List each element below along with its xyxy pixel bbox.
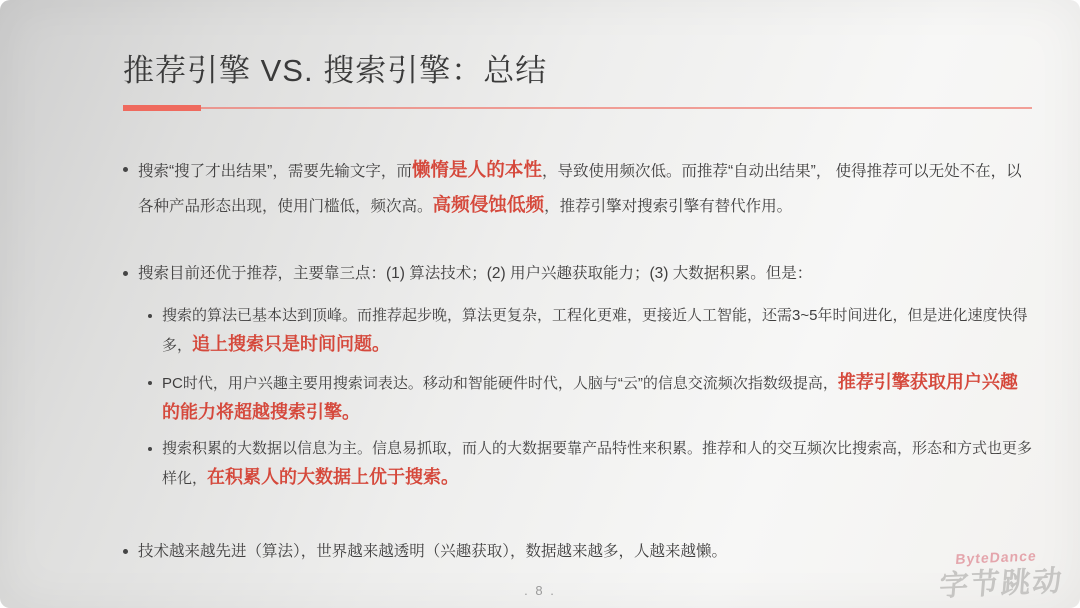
bullet-dot: [123, 271, 128, 276]
bullet-text: 搜索目前还优于推荐，主要靠三点：(1) 算法技术；(2) 用户兴趣获取能力；(3) 大数据积累。但是：: [138, 264, 813, 282]
bullet-dot: [148, 447, 152, 451]
bullet-item: [123, 257, 1035, 290]
bullet-text: 搜索的算法已基本达到顶峰。而推荐起步晚，算法更复杂，工程化更难，更接近人工智能，还需3~5年时间进化，但是进化速度快得多，追上搜索只是时间问题。: [162, 306, 1028, 354]
bullet-dot: [123, 549, 128, 554]
bullet-dot: [123, 167, 128, 172]
title-block: [0, 0, 1080, 111]
bullet-text: 搜索“搜了才出结果”，需要先输文字，而懒惰是人的本性，导致使用频次低。而推荐“自动出结果”， 使得推荐可以无处不在，以各种产品形态出现，使用门槛低，频次高。高频侵蚀低频，推荐引擎对搜索引擎有替代作用。: [138, 158, 1022, 215]
bullet-item: [148, 301, 1035, 360]
bullet-text: PC时代，用户兴趣主要用搜索词表达。移动和智能硬件时代，人脑与“云”的信息交流频次指数级提高，推荐引擎获取用户兴趣的能力将超越搜索引擎。: [162, 371, 1018, 422]
bullet-list: [0, 111, 1080, 568]
bullet-dot: [148, 381, 152, 385]
title-underline-accent: [123, 105, 201, 111]
bullet-item: [148, 434, 1035, 493]
slide-title: 推荐引擎 VS. 搜索引擎：总结: [123, 53, 548, 88]
bullet-item: [148, 368, 1035, 428]
title-underline-thin: [123, 107, 1032, 109]
bytedance-logo: [938, 546, 1066, 605]
bullet-dot: [148, 314, 152, 318]
page-number: . 8 .: [524, 583, 556, 598]
bytedance-logo-zh: 字节跳动: [938, 565, 1065, 603]
title-underline: [123, 105, 1032, 111]
bytedance-logo-en: ByteDance: [954, 547, 1038, 568]
bullet-text: 技术越来越先进（算法），世界越来越透明（兴趣获取），数据越来越多，人越来越懒。: [138, 542, 728, 560]
bullet-text: 搜索积累的大数据以信息为主。信息易抓取，而人的大数据要靠产品特性来积累。推荐和人的交互频次比搜索高，形态和方式也更多样化，在积累人的大数据上优于搜索。: [162, 439, 1033, 487]
bullet-item: [123, 535, 1035, 568]
bullet-item: [123, 153, 1035, 223]
